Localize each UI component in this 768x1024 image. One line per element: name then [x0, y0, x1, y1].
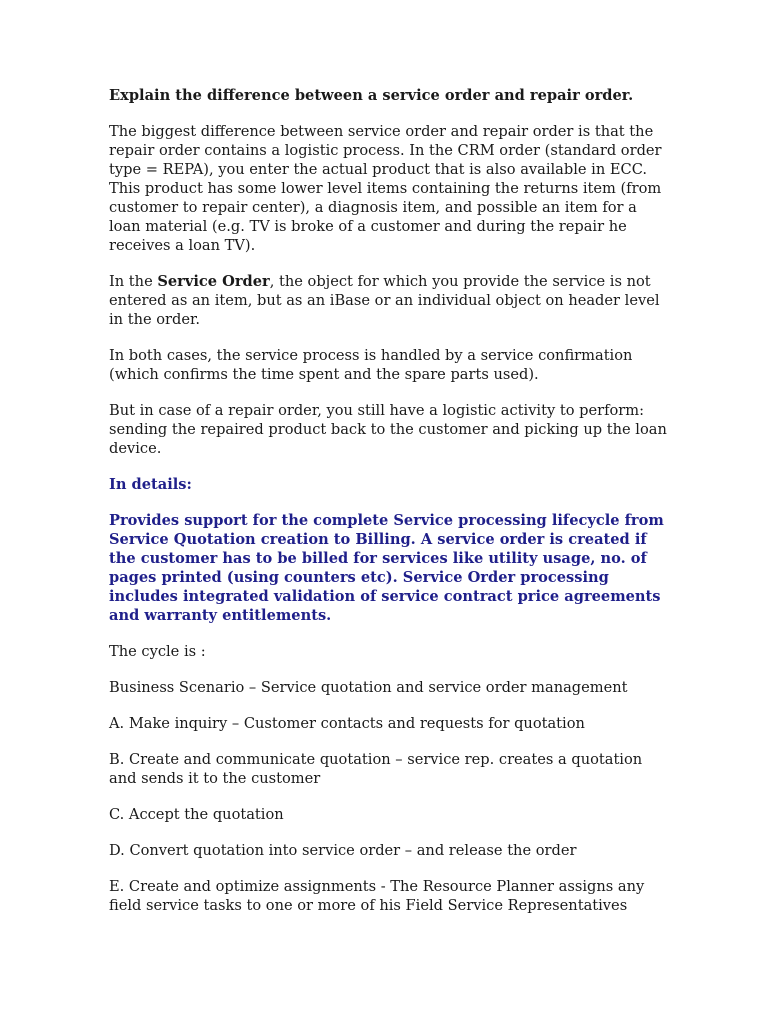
business-scenario: Business Scenario – Service quotation and service order management [109, 679, 628, 696]
paragraph-service-order [109, 272, 668, 329]
paragraph-repair-order: The biggest difference between service order and repair order is that the repair order contains a logistic process. In the CRM order (standard order type = REPA), you enter the actual product that is also available in ECC. This product has some lower level items containing the returns item (from customer to repair center), a diagnosis item, and possible an item for a loan material (e.g. TV is broke of a customer and during the repair he receives a loan TV). [109, 123, 662, 254]
step-d: D. Convert quotation into service order – and release the order [109, 842, 577, 859]
details-heading: In details: [109, 476, 192, 493]
paragraph-confirmation: In both cases, the service process is handled by a service confirmation (which confirms the time spent and the spare parts used). [109, 347, 633, 383]
step-e: E. Create and optimize assignments - The Resource Planner assigns any field service tasks to one or more of his Field Service Representatives [109, 878, 645, 914]
cycle-label: The cycle is : [109, 643, 206, 660]
step-c: C. Accept the quotation [109, 806, 284, 823]
service-order-rest: , the object for which you provide the service is not entered as an item, but as an iBase or an individual object on header level in the order. [109, 273, 660, 328]
service-order-bold: Service Order [157, 273, 270, 290]
document-title: Explain the difference between a service order and repair order. [109, 87, 634, 104]
service-order-prefix: In the [109, 273, 158, 290]
step-b: B. Create and communicate quotation – service rep. creates a quotation and sends it to the customer [109, 751, 643, 787]
step-a: A. Make inquiry – Customer contacts and requests for quotation [109, 715, 585, 732]
details-body: Provides support for the complete Service processing lifecycle from Service Quotation creation to Billing. A service order is created if the customer has to be billed for services like utility usage, no. of pages printed (using counters etc). Service Order processing includes integrated validation of service contract price agreements and warranty entitlements. [109, 512, 664, 624]
paragraph-logistic: But in case of a repair order, you still have a logistic activity to perform: sending the repaired product back to the customer and picking up the loan device. [109, 402, 667, 457]
